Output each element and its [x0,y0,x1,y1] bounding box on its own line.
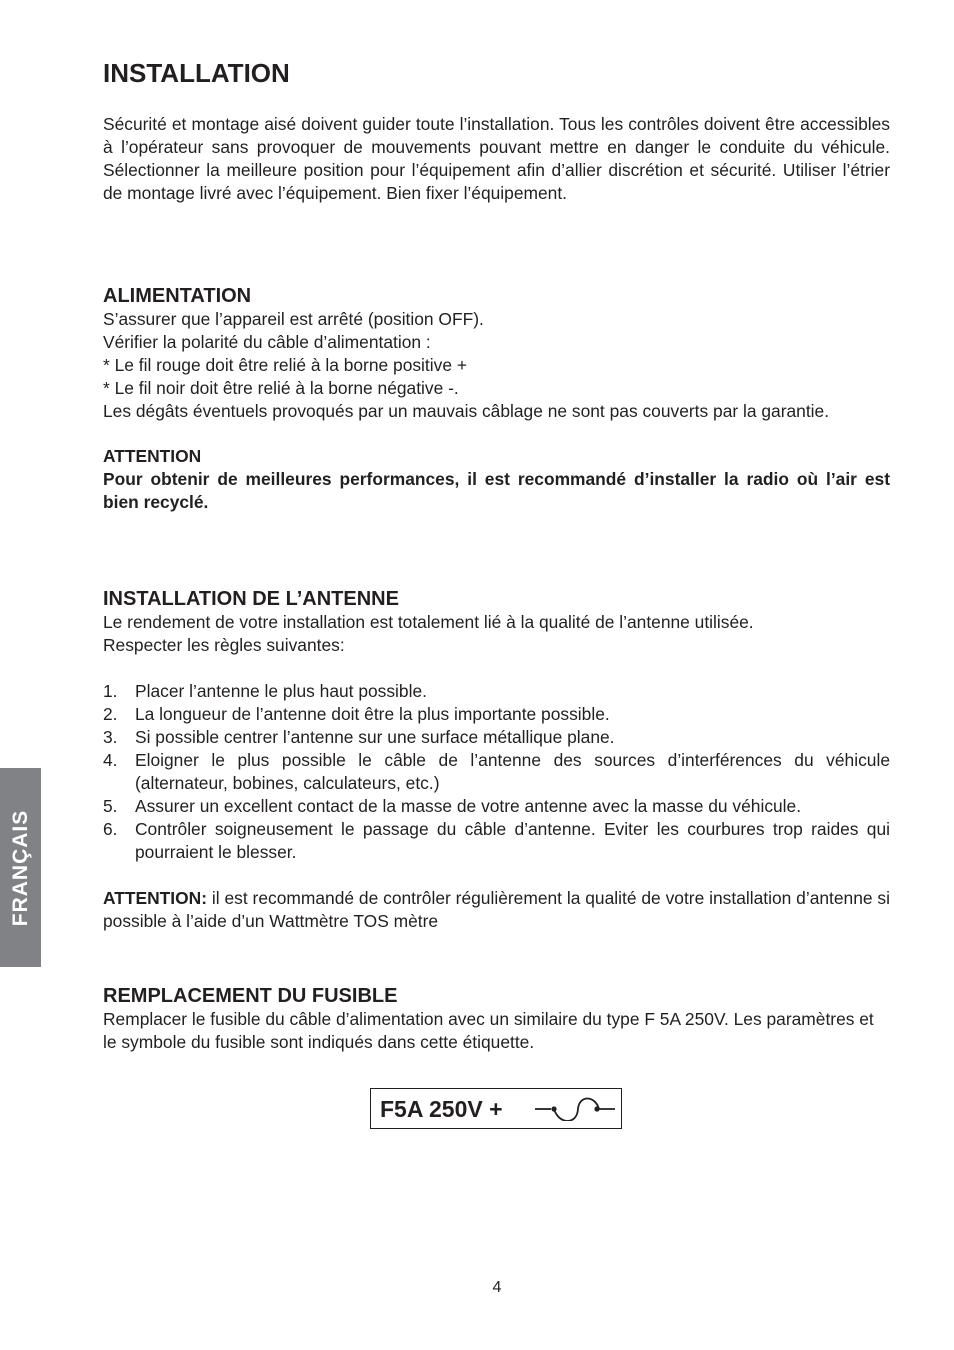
alimentation-section [103,284,890,514]
fuse-rating-label: F5A 250V + [380,1096,503,1122]
list-item: 1. Placer l’antenne le plus haut possible. [103,681,427,701]
fuse-symbol-icon [531,1097,617,1121]
alimentation-heading: ALIMENTATION [103,285,252,307]
list-item: 5. Assurer un excellent contact de la masse de votre antenne avec la masse du véhicule. [103,796,802,816]
intro-section [103,113,890,205]
antenne-rules-list [103,680,890,864]
list-item: 3. Si possible centrer l’antenne sur une surface métallique plane. [103,727,615,747]
warranty-note: Les dégâts éventuels provoqués par un mauvais câblage ne sont pas couverts par la garantie. [103,401,830,421]
antenne-section [103,587,890,933]
attention-text: Pour obtenir de meilleures performances, il est recommandé d’installer la radio où l’air est bien recyclé. [103,469,890,512]
page-number: 4 [492,1279,502,1296]
list-item: 2. La longueur de l’antenne doit être la plus importante possible. [103,704,610,724]
attention-label: ATTENTION [103,446,202,466]
antenne-attention-label: ATTENTION: [103,888,208,908]
alimentation-line: * Le fil noir doit être relié à la borne négative -. [103,378,459,398]
antenne-attention-text: il est recommandé de contrôler régulièrement la qualité de votre installation d’antenne si possible à l’aide d’un Wattmètre TOS mètre [103,888,890,931]
fusible-text: Remplacer le fusible du câble d’alimentation avec un similaire du type F 5A 250V. Les paramètres et le symbole du fusible sont indiqués dans cette étiquette. [103,1009,874,1052]
fusible-section [103,984,890,1054]
antenne-intro: Le rendement de votre installation est totalement lié à la qualité de l’antenne utilisée. [103,612,754,632]
list-item: 4. Eloigner le plus possible le câble de l’antenne des sources d’interférences du véhicule (alternateur, bobines, calculateurs, etc.) [103,750,890,793]
alimentation-line: Vérifier la polarité du câble d’alimentation : [103,332,431,352]
intro-paragraph: Sécurité et montage aisé doivent guider toute l’installation. Tous les contrôles doivent être accessibles à l’opérateur sans provoquer de mouvements pouvant mettre en danger le conduite du véhicule. Sélectionner la meilleure position pour l’équipement afin d’allier discrétion et sécurité. Utiliser l’étrier de montage livré avec l’équipement. Bien fixer l’équipement. [103,114,890,203]
alimentation-line: S’assurer que l’appareil est arrêté (position OFF). [103,309,484,329]
page-title: INSTALLATION [103,58,290,88]
alimentation-line: * Le fil rouge doit être relié à la borne positive + [103,355,467,375]
fuse-label-box [370,1088,622,1129]
antenne-intro: Respecter les règles suivantes: [103,635,345,655]
language-tab-label: FRANÇAIS [8,809,32,926]
language-tab [0,768,41,967]
antenne-heading: INSTALLATION DE L’ANTENNE [103,588,399,610]
antenne-attention [103,887,890,933]
fusible-heading: REMPLACEMENT DU FUSIBLE [103,985,398,1007]
list-item: 6. Contrôler soigneusement le passage du câble d’antenne. Eviter les courbures trop raides qui pourraient le blesser. [103,819,890,862]
